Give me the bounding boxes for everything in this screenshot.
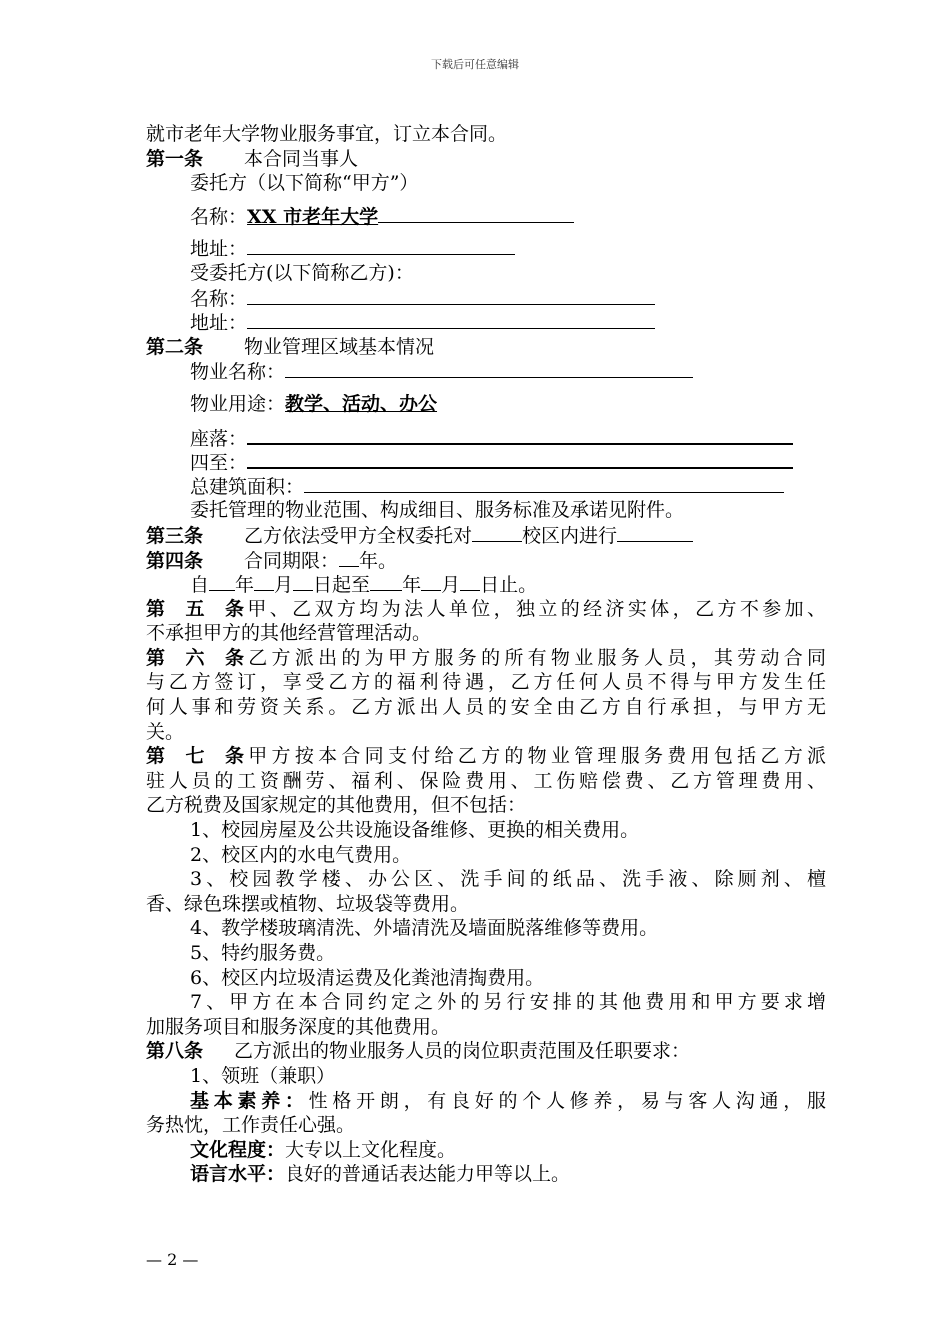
field-label: 名称： xyxy=(190,287,248,310)
article-title: 本合同当事人 xyxy=(244,147,359,170)
text-line: 委托管理的物业范围、构成细目、服务标准及承诺见附件。 xyxy=(190,499,685,522)
list-item: 7、甲方在本合同约定之外的另行安排的其他费用和甲方要求增 xyxy=(190,991,826,1014)
blank-line xyxy=(378,204,574,223)
text-line: 加服务项目和服务深度的其他费用。 xyxy=(146,1015,451,1038)
field-label: 地址： xyxy=(190,238,248,261)
text-line: 就市老年大学物业服务事宜，订立本合同。 xyxy=(146,123,508,145)
blank-line xyxy=(304,474,784,493)
article-text: 合同期限： xyxy=(244,549,340,572)
blank-line xyxy=(339,548,359,567)
text-line: 委托方（以下简称“甲方”） xyxy=(190,172,419,195)
text-line: 香、绿色珠摆或植物、垃圾袋等费用。 xyxy=(146,892,470,915)
property-boundaries xyxy=(146,449,826,474)
date-text: 日止。 xyxy=(480,574,538,597)
blank-line xyxy=(247,449,793,469)
party-a-name xyxy=(146,204,826,229)
list-item: 3、校园教学楼、办公区、洗手间的纸品、洗手液、除厕剂、檀 xyxy=(190,868,826,891)
list-item: 2、校区内的水电气费用。 xyxy=(190,843,412,866)
contract-body xyxy=(146,122,826,1187)
blank-line xyxy=(247,236,515,255)
article-label: 第八条 xyxy=(146,1040,204,1063)
property-use xyxy=(146,392,826,417)
requirement-label: 文化程度： xyxy=(190,1138,286,1161)
article-label: 第五条 xyxy=(146,597,244,620)
party-a-address xyxy=(146,236,826,261)
text-line: 务热忱，工作责任心强。 xyxy=(146,1114,356,1137)
article-text: 甲、乙双方均为法人单位，独立的经济实体，乙方不参加、 xyxy=(244,597,826,620)
blank-line xyxy=(472,523,522,542)
blank-line xyxy=(254,572,274,591)
article-label: 第七条 xyxy=(146,745,244,768)
date-text: 月 xyxy=(274,574,294,597)
field-label: 四至： xyxy=(190,452,248,475)
article-label: 第二条 xyxy=(146,335,204,358)
page-number: — 2 — xyxy=(146,1250,199,1269)
article-6 xyxy=(146,646,826,671)
article-label: 第四条 xyxy=(146,549,204,572)
property-location xyxy=(146,425,826,450)
total-floor-area xyxy=(146,474,826,499)
date-text: 月 xyxy=(441,574,461,597)
blank-line xyxy=(293,572,313,591)
text-line: 不承担甲方的其他经营管理活动。 xyxy=(146,622,432,645)
article-8 xyxy=(146,1039,826,1064)
date-text: 日起至 xyxy=(313,574,371,597)
article-text: 甲方按本合同支付给乙方的物业管理服务费用包括乙方派 xyxy=(244,745,826,768)
requirement-education xyxy=(146,1138,826,1163)
date-text: 自 xyxy=(190,574,210,597)
field-label: 物业名称： xyxy=(190,361,286,384)
requirement-label: 基本素养： xyxy=(190,1089,309,1112)
article-title: 物业管理区域基本情况 xyxy=(244,335,435,358)
party-b-address xyxy=(146,310,826,335)
article-text: 年。 xyxy=(359,549,398,572)
property-name xyxy=(146,359,826,384)
list-item: 4、教学楼玻璃清洗、外墙清洗及墙面脱落维修等费用。 xyxy=(190,917,659,940)
blank-line xyxy=(285,359,693,378)
text-line: 驻人员的工资酬劳、福利、保险费用、工伤赔偿费、乙方管理费用、 xyxy=(146,769,826,792)
requirement-label: 语言水平： xyxy=(190,1163,286,1186)
text-line: 何人事和劳资关系。乙方派出人员的安全由乙方自行承担，与甲方无 xyxy=(146,696,826,719)
text-line: 关。 xyxy=(146,720,185,743)
requirement-text: 大专以上文化程度。 xyxy=(285,1138,457,1161)
page-header-note: 下载后可任意编辑 xyxy=(431,58,519,71)
field-label: 地址： xyxy=(190,312,248,335)
blank-line xyxy=(460,572,480,591)
article-text: 乙方派出的为甲方服务的所有物业服务人员，其劳动合同 xyxy=(244,646,826,669)
list-item: 1、校园房屋及公共设施设备维修、更换的相关费用。 xyxy=(190,819,640,842)
requirement-text: 性格开朗，有良好的个人修养，易与客人沟通，服 xyxy=(308,1089,826,1112)
contract-term-dates xyxy=(146,572,826,597)
article-5 xyxy=(146,597,826,622)
blank-line xyxy=(617,523,693,542)
article-text: 乙方依法受甲方全权委托对 xyxy=(244,524,473,547)
field-label: 物业用途： xyxy=(190,392,286,415)
text-line: 与乙方签订，享受乙方的福利待遇，乙方任何人员不得与甲方发生任 xyxy=(146,671,826,694)
blank-line xyxy=(247,310,655,329)
article-7 xyxy=(146,744,826,769)
list-item: 5、特约服务费。 xyxy=(190,942,336,964)
field-label: 总建筑面积： xyxy=(190,475,305,498)
property-use-value: 教学、活动、办公 xyxy=(285,392,438,415)
blank-line xyxy=(370,572,402,591)
article-3 xyxy=(146,523,826,548)
text-line: 受委托方(以下简称乙方)： xyxy=(190,261,414,284)
article-1 xyxy=(146,147,826,172)
blank-line xyxy=(247,286,655,305)
article-2 xyxy=(146,335,826,360)
field-label: 座落： xyxy=(190,427,248,450)
field-label: 名称： xyxy=(190,205,248,228)
requirement-basic xyxy=(146,1089,826,1114)
list-item: 1、领班（兼职） xyxy=(190,1064,336,1087)
article-4 xyxy=(146,548,826,573)
requirement-language xyxy=(146,1162,826,1187)
blank-line xyxy=(421,572,441,591)
date-text: 年 xyxy=(235,574,255,597)
article-label: 第六条 xyxy=(146,646,244,669)
blank-line xyxy=(247,425,793,445)
date-text: 年 xyxy=(402,574,422,597)
blank-line xyxy=(209,572,235,591)
article-text: 校区内进行 xyxy=(522,524,618,547)
party-b-name xyxy=(146,286,826,311)
list-item: 6、校区内垃圾清运费及化粪池清掏费用。 xyxy=(190,966,545,989)
article-label: 第三条 xyxy=(146,524,204,547)
text-line: 乙方税费及国家规定的其他费用，但不包括： xyxy=(146,794,527,817)
party-a-name-value: XX 市老年大学 xyxy=(247,205,379,228)
article-text: 乙方派出的物业服务人员的岗位职责范围及任职要求： xyxy=(234,1040,691,1063)
article-label: 第一条 xyxy=(146,147,204,170)
requirement-text: 良好的普通话表达能力甲等以上。 xyxy=(285,1163,571,1186)
